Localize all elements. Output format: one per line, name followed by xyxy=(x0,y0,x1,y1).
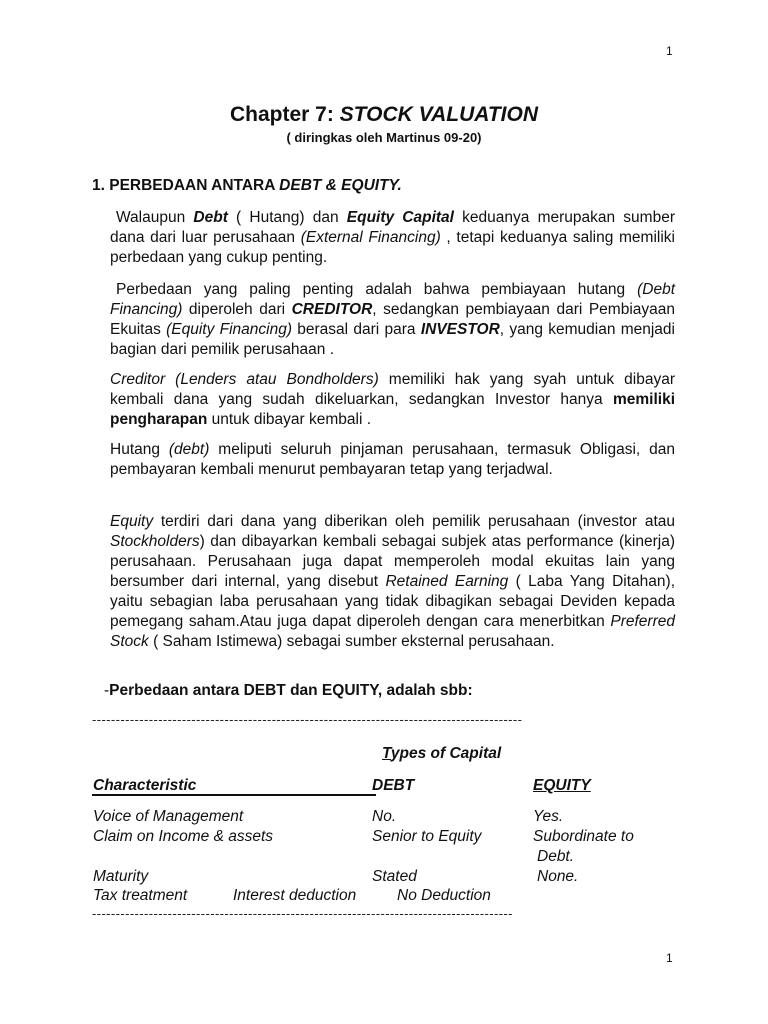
table-cell: Debt. xyxy=(537,848,575,865)
title-emphasis: STOCK VALUATION xyxy=(339,103,539,126)
table-caption: Types of Capital xyxy=(382,745,502,762)
table-cell: Interest deduction xyxy=(233,887,357,904)
section-number: 1. PERBEDAAN ANTARA xyxy=(92,177,280,194)
paragraph-3: Creditor (Lenders atau Bondholders) memiliki hak yang syah untuk dibayar kembali dana yang sudah dikeluarkan, sedangkan Investor hanya memiliki pengharapan untuk dibayar kembali . xyxy=(110,371,676,428)
title-prefix: Chapter 7: xyxy=(229,103,340,126)
dashed-rule-top: ------------------------------------------------------------------------------------------- xyxy=(92,712,523,727)
table-cell: Senior to Equity xyxy=(372,828,482,845)
section-heading xyxy=(92,177,402,195)
dashed-rule-bottom: ----------------------------------------------------------------------------------------- xyxy=(92,906,513,921)
table-cell: No Deduction xyxy=(397,887,491,904)
page-number-top: 1 xyxy=(666,44,673,58)
header-characteristic: Characteristic xyxy=(93,777,197,794)
table-cell: Claim on Income & assets xyxy=(93,828,274,845)
header-debt: DEBT xyxy=(372,777,415,794)
paragraph-2: Perbedaan yang paling penting adalah bahwa pembiayaan hutang (Debt Financing) diperoleh dari CREDITOR, sedangkan pembiayaan dari Pembiayaan Ekuitas (Equity Financing) berasal dari para INVESTOR, yang kemudian menjadi bagian dari pemilik perusahaan . xyxy=(110,281,675,358)
table-cell: Voice of Management xyxy=(93,808,244,825)
table-cell: No. xyxy=(372,808,397,825)
paragraph-1: Walaupun Debt ( Hutang) dan Equity Capital keduanya merupakan sumber dana dari luar perusahaan (External Financing) , tetapi keduanya saling memiliki perbedaan yang cukup penting. xyxy=(110,209,675,266)
paragraph-5: Equity terdiri dari dana yang diberikan oleh pemilik perusahaan (investor atau Stockholders) dan dibayarkan kembali sebagai subjek atas performance (kinerja) perusahaan. Perusahaan juga dapat memperoleh modal ekuitas lain yang bersumber dari internal, yang disebut Retained Earning ( Laba Yang Ditahan), yaitu sebagian laba perusahaan yang tidak dibagikan sebagai Deviden kepada pemegang saham.Atau juga dapat diperoleh dengan cara menerbitkan Preferred Stock ( Saham Istimewa) sebagai sumber eksternal perusahaan. xyxy=(110,513,676,650)
header-underline xyxy=(92,794,376,796)
comparison-lead: -Perbedaan antara DEBT dan EQUITY, adalah sbb: xyxy=(104,682,473,699)
page-subtitle: ( diringkas oleh Martinus 09-20) xyxy=(286,130,482,145)
table-cell: Yes. xyxy=(533,808,564,825)
table-cell: Maturity xyxy=(93,868,149,885)
table-cell: Tax treatment xyxy=(93,887,188,904)
table-cell: Subordinate to xyxy=(533,828,634,845)
table-cell: Stated xyxy=(372,868,417,885)
page-title xyxy=(0,103,768,127)
header-equity: EQUITY xyxy=(533,777,591,794)
paragraph-4: Hutang (debt) meliputi seluruh pinjaman perusahaan, termasuk Obligasi, dan pembayaran kembali menurut pembayaran tetap yang terjadwal. xyxy=(110,441,675,478)
section-emphasis: DEBT & EQUITY. xyxy=(279,177,402,194)
page-number-bottom: 1 xyxy=(666,951,673,965)
table-cell: None. xyxy=(537,868,579,885)
